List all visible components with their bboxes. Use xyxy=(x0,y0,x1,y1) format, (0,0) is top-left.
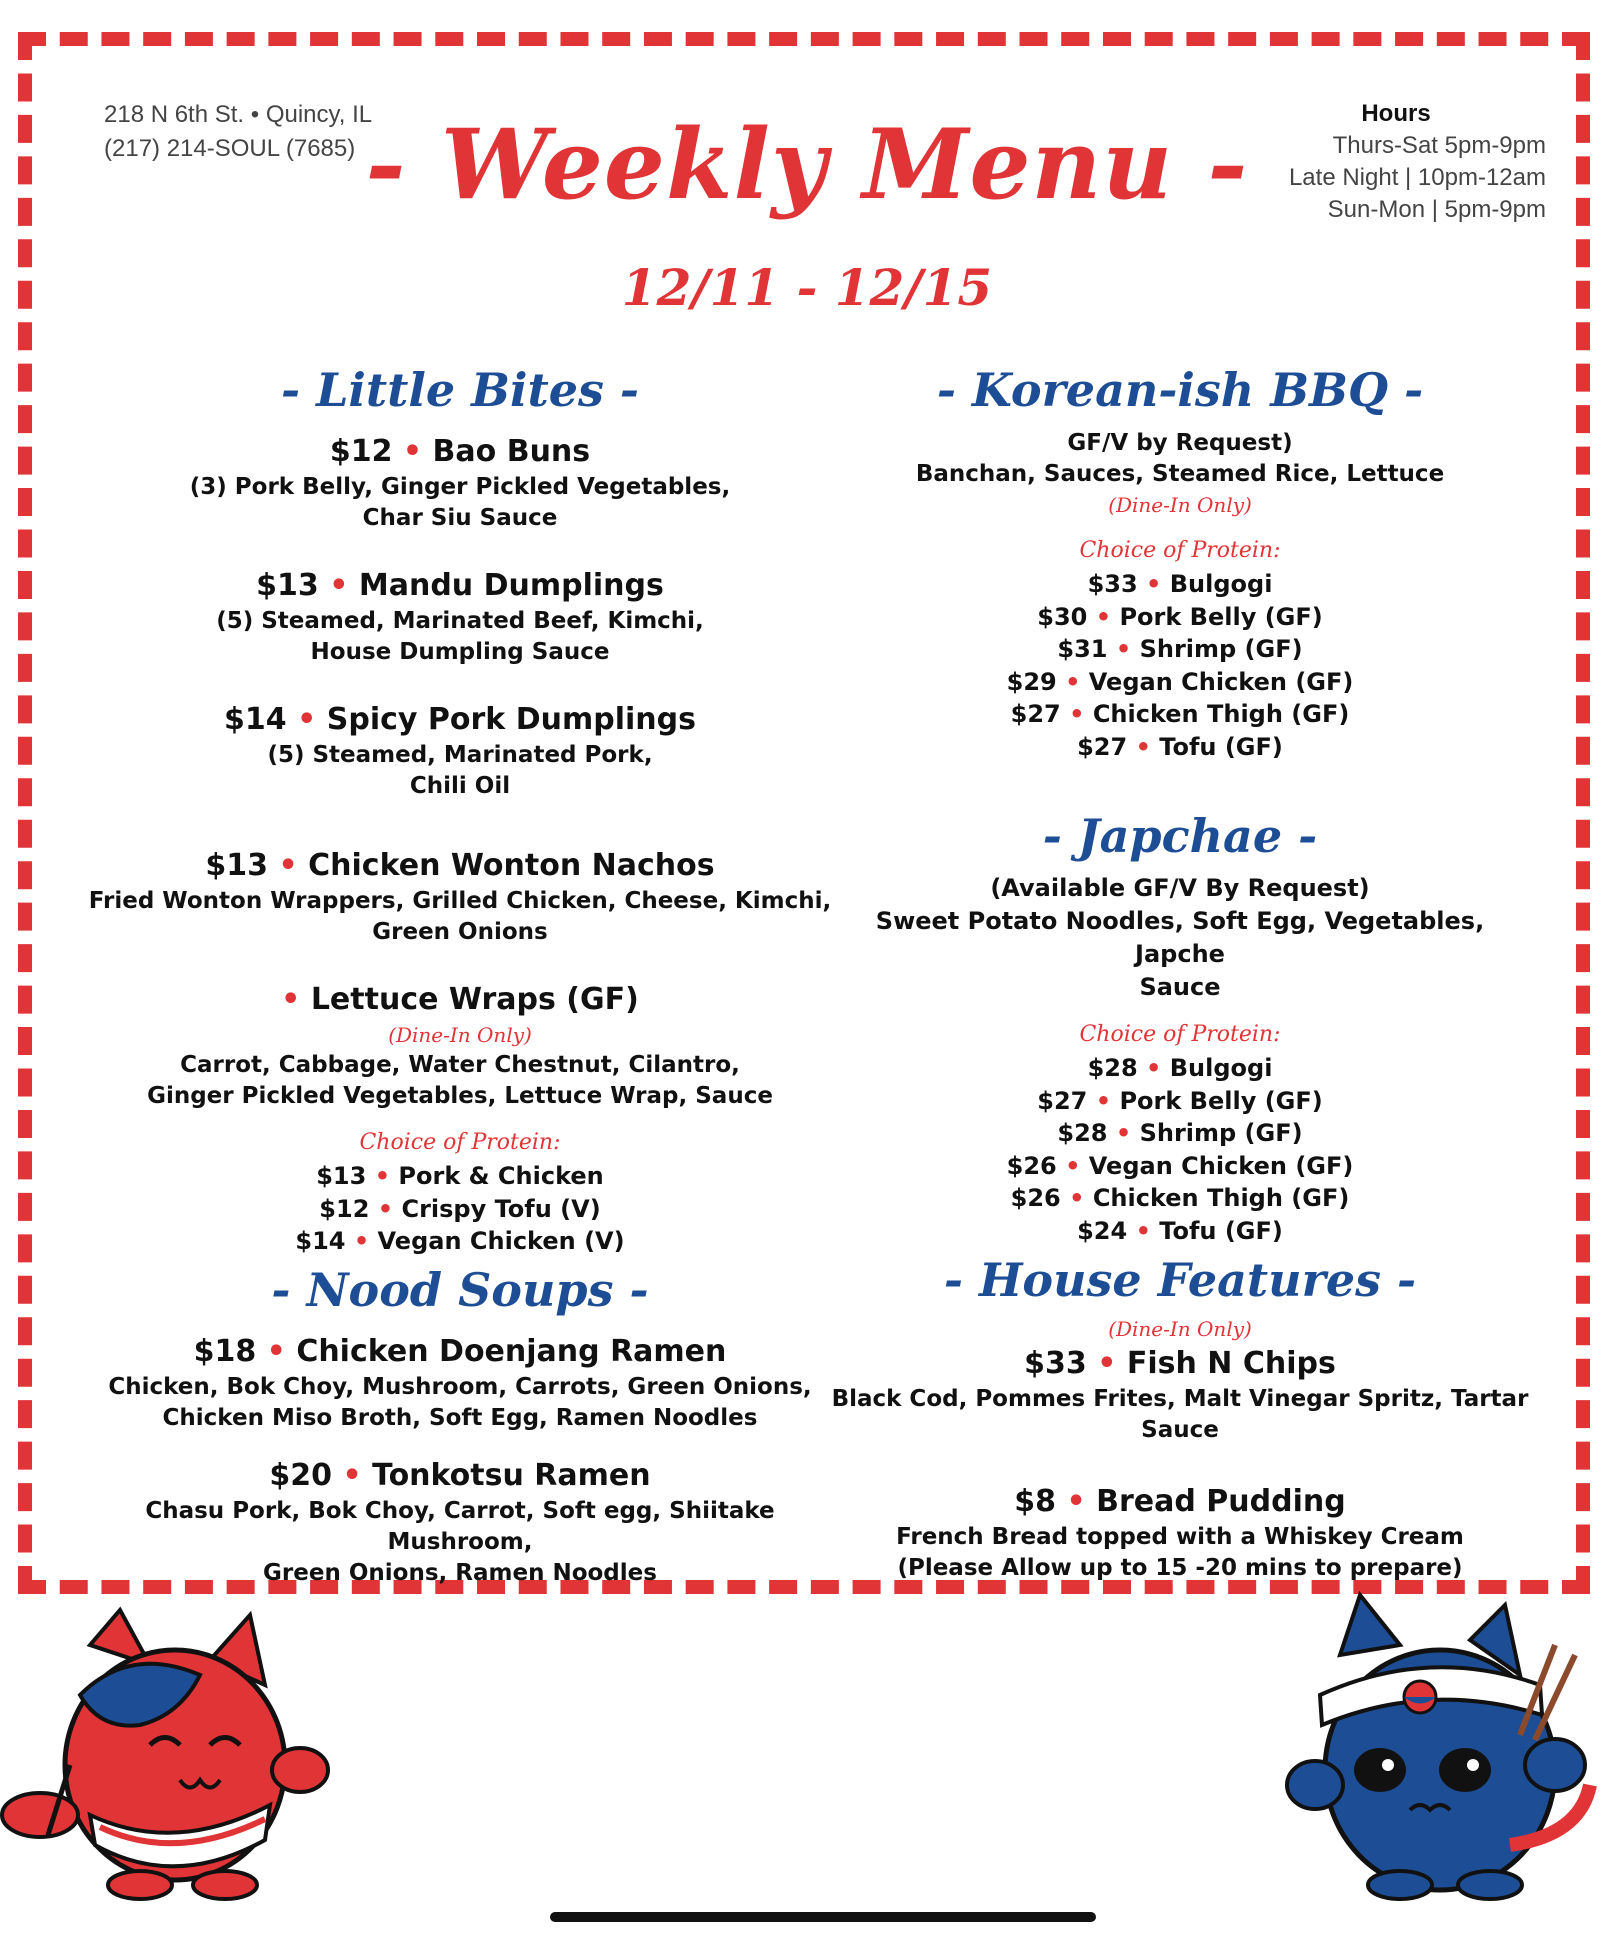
protein-option: $28 • Shrimp (GF) xyxy=(1057,1119,1303,1147)
menu-item: $13 • Chicken Wonton Nachos Fried Wonton Wrappers, Grilled Chicken, Cheese, Kimchi, Green Onions xyxy=(80,846,840,948)
protein-option: $33 • Bulgogi xyxy=(1087,570,1273,598)
item-name: Bread Pudding xyxy=(1096,1484,1346,1519)
protein-option: $14 • Vegan Chicken (V) xyxy=(295,1227,625,1255)
hours-line: Thurs-Sat 5pm-9pm xyxy=(1332,132,1546,159)
item-price: $20 xyxy=(269,1458,332,1493)
blue-cat-mascot-icon xyxy=(1280,1585,1614,1905)
item-name: Bao Buns xyxy=(432,434,591,469)
section-desc: Sweet Potato Noodles, Soft Egg, Vegetables, Japche xyxy=(875,907,1485,968)
dine-in-note: (Dine-In Only) xyxy=(388,1023,532,1047)
item-name: Lettuce Wraps (GF) xyxy=(310,982,639,1017)
menu-item: $14 • Spicy Pork Dumplings (5) Steamed, Marinated Pork, Chili Oil xyxy=(80,700,840,802)
item-desc: House Dumpling Sauce xyxy=(310,639,610,665)
home-indicator[interactable] xyxy=(550,1912,1096,1922)
item-desc: Fried Wonton Wrappers, Grilled Chicken, Cheese, Kimchi, xyxy=(88,888,832,914)
menu-dates: 12/11 - 12/15 xyxy=(621,258,993,317)
item-desc: Chasu Pork, Bok Choy, Carrot, Soft egg, Shiitake Mushroom, xyxy=(145,1498,775,1555)
protein-option: $29 • Vegan Chicken (GF) xyxy=(1006,667,1354,696)
red-cat-mascot-icon xyxy=(0,1605,340,1905)
address-street: 218 N 6th St. • Quincy, IL xyxy=(104,101,373,128)
item-desc: Sauce xyxy=(1141,1417,1219,1443)
section-title: - Japchae - xyxy=(1042,809,1318,863)
choice-of-protein: Choice of Protein: xyxy=(1079,538,1281,563)
item-name: Chicken Wonton Nachos xyxy=(308,848,715,883)
hours-title: Hours xyxy=(1361,100,1431,127)
item-desc: Carrot, Cabbage, Water Chestnut, Cilantro, xyxy=(180,1052,740,1078)
choice-of-protein: Choice of Protein: xyxy=(359,1130,561,1155)
house-features-section xyxy=(830,1252,1530,1584)
section-desc: GF/V by Request) xyxy=(1067,430,1293,456)
dine-in-note: (Dine-In Only) xyxy=(1108,1317,1252,1341)
menu-item: $13 • Mandu Dumplings (5) Steamed, Marinated Beef, Kimchi, House Dumpling Sauce xyxy=(80,566,840,668)
phone-number: (217) 214-SOUL (7685) xyxy=(104,135,356,162)
protein-option: $12 • Crispy Tofu (V) xyxy=(319,1194,601,1223)
item-name: Spicy Pork Dumplings xyxy=(326,702,696,737)
item-desc: Chicken, Bok Choy, Mushroom, Carrots, Green Onions, xyxy=(108,1374,812,1400)
protein-option: $13 • Pork & Chicken xyxy=(316,1162,604,1190)
item-price: $13 xyxy=(205,848,269,883)
menu-item: $8 • Bread Pudding French Bread topped with a Whiskey Cream (Please Allow up to 15 -20 mins to prepare) xyxy=(830,1482,1530,1584)
item-desc: Chili Oil xyxy=(409,773,511,799)
protein-option: $27 • Tofu (GF) xyxy=(1077,732,1283,761)
item-desc: Green Onions, Ramen Noodles xyxy=(263,1560,657,1586)
section-title: - Korean-ish BBQ - xyxy=(936,363,1424,417)
hours-line: Sun-Mon | 5pm-9pm xyxy=(1327,196,1546,223)
menu-item: $18 • Chicken Doenjang Ramen Chicken, Bok Choy, Mushroom, Carrots, Green Onions, Chicken Miso Broth, Soft Egg, Ramen Noodles xyxy=(80,1332,840,1434)
protein-option: $24 • Tofu (GF) xyxy=(1077,1216,1283,1245)
menu-item-lettuce-wraps: • Lettuce Wraps (GF) (Dine-In Only) Carrot, Cabbage, Water Chestnut, Cilantro, Ginger Pickled Vegetables, Lettuce Wrap, Sauce Choice of Protein: $13 • Pork & Chicken $12 • Crispy Tofu (V) $14 • Vegan Chicken (V) xyxy=(80,980,840,1258)
hours-line: Late Night | 10pm-12am xyxy=(1288,164,1546,191)
section-title: - Little Bites - xyxy=(280,363,640,417)
item-price: $12 xyxy=(329,434,393,469)
item-price: $33 xyxy=(1024,1346,1087,1381)
protein-option: $30 • Pork Belly (GF) xyxy=(1037,602,1323,631)
menu-item: $33 • Fish N Chips Black Cod, Pommes Frites, Malt Vinegar Spritz, Tartar Sauce xyxy=(830,1344,1530,1446)
item-name: Chicken Doenjang Ramen xyxy=(296,1334,727,1369)
item-desc: French Bread topped with a Whiskey Cream xyxy=(896,1524,1464,1550)
section-desc: Sauce xyxy=(1139,973,1221,1001)
section-desc: Banchan, Sauces, Steamed Rice, Lettuce xyxy=(915,461,1445,487)
protein-option: $28 • Bulgogi xyxy=(1087,1054,1273,1082)
protein-option: $31 • Shrimp (GF) xyxy=(1057,635,1303,663)
little-bites-section xyxy=(80,362,840,1258)
item-name: Tonkotsu Ramen xyxy=(372,1458,651,1493)
item-name: Fish N Chips xyxy=(1126,1346,1336,1381)
section-desc: (Available GF/V By Request) xyxy=(990,874,1370,902)
page-title: - Weekly Menu - xyxy=(365,108,1249,221)
protein-option: $26 • Chicken Thigh (GF) xyxy=(1010,1184,1350,1212)
dine-in-note: (Dine-In Only) xyxy=(1108,493,1252,517)
protein-option: $27 • Chicken Thigh (GF) xyxy=(1010,700,1350,728)
item-desc: Chicken Miso Broth, Soft Egg, Ramen Noodles xyxy=(162,1405,758,1431)
choice-of-protein: Choice of Protein: xyxy=(1079,1022,1281,1047)
item-desc: Black Cod, Pommes Frites, Malt Vinegar Spritz, Tartar xyxy=(831,1386,1529,1412)
item-price: $18 xyxy=(193,1334,257,1369)
nood-soups-section xyxy=(80,1262,840,1589)
item-price: $14 xyxy=(224,702,287,737)
korean-bbq-section xyxy=(830,362,1530,763)
item-desc: Green Onions xyxy=(372,919,548,945)
item-desc: (5) Steamed, Marinated Beef, Kimchi, xyxy=(216,608,704,634)
menu-item: $20 • Tonkotsu Ramen Chasu Pork, Bok Choy, Carrot, Soft egg, Shiitake Mushroom, Green Onions, Ramen Noodles xyxy=(80,1456,840,1589)
item-price: $13 xyxy=(256,568,319,603)
item-name: Mandu Dumplings xyxy=(358,568,664,603)
protein-option: $26 • Vegan Chicken (GF) xyxy=(1006,1151,1354,1180)
item-desc: Ginger Pickled Vegetables, Lettuce Wrap, Sauce xyxy=(147,1083,773,1109)
item-price: $8 xyxy=(1014,1484,1057,1519)
item-desc: (Please Allow up to 15 -20 mins to prepare) xyxy=(897,1555,1463,1581)
protein-option: $27 • Pork Belly (GF) xyxy=(1037,1086,1323,1115)
section-title: - Nood Soups - xyxy=(271,1263,649,1317)
japchae-section xyxy=(830,808,1530,1247)
item-desc: (3) Pork Belly, Ginger Pickled Vegetables, xyxy=(189,474,731,500)
menu-item: $12 • Bao Buns (3) Pork Belly, Ginger Pickled Vegetables, Char Siu Sauce xyxy=(80,432,840,534)
section-title: - House Features - xyxy=(943,1253,1417,1307)
item-desc: (5) Steamed, Marinated Pork, xyxy=(267,742,653,768)
item-desc: Char Siu Sauce xyxy=(362,505,558,531)
